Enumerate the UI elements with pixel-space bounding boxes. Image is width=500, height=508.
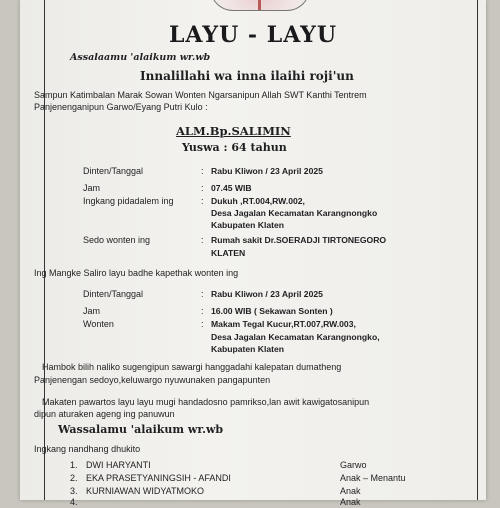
residence-label: Ingkang pidadalem ing: [83, 196, 174, 206]
request-line-1: Hambok bilih naliko sugengipun sawargi hanggadahi kalepatan dumatheng: [42, 362, 342, 372]
residence-line-3: Kabupaten Klaten: [211, 220, 285, 230]
burial-place-label: Wonten: [83, 319, 114, 329]
died-at-label: Sedo wonten ing: [83, 235, 151, 245]
death-date-value: Rabu Kliwon / 23 April 2025: [211, 166, 323, 176]
family-member-role: Anak: [340, 486, 361, 496]
inna-lillahi-line: Innalillahi wa inna ilaihi roji'un: [140, 69, 354, 83]
died-at-line-2: KLATEN: [211, 248, 246, 258]
intro-line-1: Sampun Katimbalan Marak Sowan Wonten Ngarsanipun Allah SWT Kanthi Tentrem: [34, 90, 367, 100]
family-member-role: Garwo: [340, 460, 367, 470]
top-emblem: [210, 0, 310, 11]
obituary-paper: LAYU - LAYU Assalaamu 'alaikum wr.wb Innalillahi wa inna ilaihi roji'un Sampun Katimbalan Marak Sowan Wonten Ngarsanipun Allah SWT Kanthi Tentrem Panjenenganipun Garwo/Eyang Putri Kulo : ALM.Bp.SALIMIN Yuswa : 64 tahun Dinten/Tanggal : Rabu Kliwon / 23 April 2025 Jam : 07.45 WIB Ingkang pidadalem ing : Dukuh ,RT.004,RW.002, Desa Jagalan Kecamatan Karangnongko Kabupaten Klaten Sedo wonten ing : Rumah sakit Dr.SOERADJI TIRTONEGORO KLATEN Ing Mangke Saliro layu badhe kapethak wonten ing Dinten/Tanggal : Rabu Kliwon / 23 April 2025 Jam : 16.00 WIB ( Sekawan Sonten ) Wonten : Makam Tegal Kucur,RT.007,RW.003, Desa Jagalan Kecamatan Karangnongko, Kabupaten Klaten Hambok bilih naliko sugengipun sawargi hanggadahi kalepatan dumatheng Panjenengan sedoyo,keluwargo nyuwunaken pangapunten Makaten pawartos layu layu mugi handadosno pamrikso,lan awit kawigatosanipun dipun aturaken ageng ing panuwun Wassalamu 'alaikum wr.wb Ingkang nandhang dhukito 1. DWI HARYANTI Garwo 2. EKA PRASETYANINGSIH - AFANDI Anak – Menantu 3. KURNIAWAN WIDYATMOKO Anak 4. Anak: [20, 0, 486, 500]
family-member-role: Anak: [340, 497, 361, 507]
death-date-label: Dinten/Tanggal: [83, 166, 144, 176]
page-title: LAYU - LAYU: [168, 22, 338, 48]
burial-place-line-2: Desa Jagalan Kecamatan Karangnongko,: [211, 332, 380, 342]
burial-intro: Ing Mangke Saliro layu badhe kapethak wonten ing: [34, 268, 239, 278]
burial-place-line-1: Makam Tegal Kucur,RT.007,RW.003,: [211, 319, 356, 329]
died-at-line-1: Rumah sakit Dr.SOERADJI TIRTONEGORO: [211, 235, 387, 245]
death-time-label: Jam: [83, 183, 101, 193]
death-time-value: 07.45 WIB: [211, 183, 252, 193]
closing-line-2: dipun aturaken ageng ing panuwun: [34, 409, 175, 419]
burial-time-value: 16.00 WIB ( Sekawan Sonten ): [211, 306, 333, 316]
burial-date-label: Dinten/Tanggal: [83, 289, 144, 299]
family-member-name: EKA PRASETYANINGSIH - AFANDI: [86, 473, 231, 483]
family-intro: Ingkang nandhang dhukito: [34, 444, 141, 454]
residence-line-1: Dukuh ,RT.004,RW.002,: [211, 196, 305, 206]
burial-date-value: Rabu Kliwon / 23 April 2025: [211, 289, 323, 299]
request-line-2: Panjenengan sedoyo,keluwargo nyuwunaken pangapunten: [34, 375, 271, 385]
greeting-closing: Wassalamu 'alaikum wr.wb: [58, 423, 224, 436]
greeting-opening: Assalaamu 'alaikum wr.wb: [70, 52, 211, 63]
burial-place-line-3: Kabupaten Klaten: [211, 344, 285, 354]
intro-line-2: Panjenenganipun Garwo/Eyang Putri Kulo :: [34, 102, 208, 112]
deceased-name: ALM.Bp.SALIMIN: [176, 124, 291, 138]
family-member-name: KURNIAWAN WIDYATMOKO: [86, 486, 204, 496]
burial-time-label: Jam: [83, 306, 101, 316]
residence-line-2: Desa Jagalan Kecamatan Karangnongko: [211, 208, 378, 218]
family-member-name: DWI HARYANTI: [86, 460, 151, 470]
closing-line-1: Makaten pawartos layu layu mugi handadosno pamrikso,lan awit kawigatosanipun: [42, 397, 370, 407]
deceased-age: Yuswa : 64 tahun: [182, 141, 287, 154]
family-member-role: Anak – Menantu: [340, 473, 406, 483]
